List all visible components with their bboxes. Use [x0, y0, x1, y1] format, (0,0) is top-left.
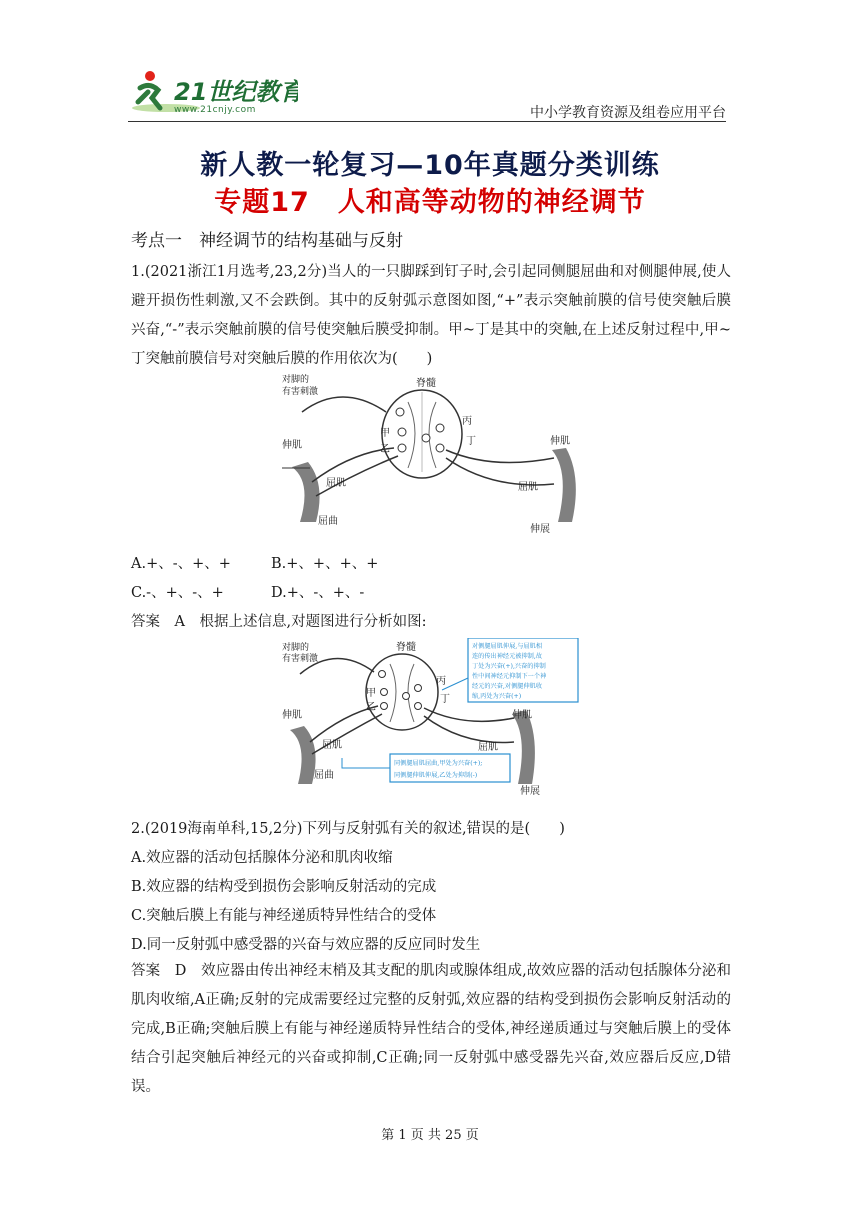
doc-subtitle: 专题17 人和高等动物的神经调节	[214, 187, 646, 218]
svg-text:21世纪教育: 21世纪教育	[174, 78, 298, 106]
analysis-label-flexor-right: 屈肌	[478, 742, 498, 753]
section-heading: 考点一 神经调节的结构基础与反射	[131, 231, 403, 251]
analysis-label-yi: 乙	[366, 702, 376, 713]
page-header	[128, 68, 726, 122]
label-extensor-left: 伸肌	[282, 440, 302, 451]
q2-option-a: A.效应器的活动包括腺体分泌和肌肉收缩	[131, 850, 393, 866]
note-right-line-6: 缩,丙处为兴奋(+)	[472, 693, 522, 700]
analysis-label-flex: 屈曲	[314, 770, 334, 781]
page-footer: 第 1 页 共 25 页	[381, 1128, 479, 1143]
analysis-label-extensor-left: 伸肌	[282, 710, 302, 721]
label-extensor-right: 伸肌	[550, 436, 570, 447]
q2-option-b: B.效应器的结构受到损伤会影响反射活动的完成	[131, 879, 437, 895]
label-jia: 甲	[380, 428, 390, 439]
q1-option-b: B.+、+、+、+	[271, 556, 379, 572]
analysis-label-extensor-right: 伸肌	[512, 710, 532, 721]
q1-stem: 1.(2021浙江1月选考,23,2分)当人的一只脚踩到钉子时,会引起同侧腿屈曲和对侧腿伸展,使人避开损伤性刺激,又不会跌倒。其中的反射弧示意图如图,“+”表示突触前膜的信号使突触后膜兴奋,“-”表示突触前膜的信号使突触后膜受抑制。甲~丁是其中的突触,在上述反射过程中,甲~丁突触前膜信号对突触后膜的作用依次为( )	[131, 264, 731, 367]
label-flexor-right: 屈肌	[518, 482, 538, 493]
label-flexor-left: 屈肌	[326, 478, 346, 489]
q1-option-d: D.+、-、+、-	[271, 585, 365, 601]
header-divider	[128, 121, 726, 122]
note-right-line-3: 丁处为兴奋(+),兴奋的抑制	[472, 663, 546, 670]
q1-answer: 答案 A 根据上述信息,对题图进行分析如图:	[131, 614, 427, 630]
q1-figure	[282, 372, 582, 540]
q2-option-d: D.同一反射弧中感受器的兴奋与效应器的反应同时发生	[131, 937, 481, 953]
platform-name: 中小学教育资源及组卷应用平台	[530, 105, 726, 121]
label-bing: 丙	[462, 416, 472, 427]
note-right-line-1: 对侧腿屈肌伸展,与屈肌相	[472, 643, 543, 650]
label-yi: 乙	[380, 444, 390, 455]
analysis-label-flexor-left: 屈肌	[322, 740, 342, 751]
q2-stem: 2.(2019海南单科,15,2分)下列与反射弧有关的叙述,错误的是( )	[131, 821, 565, 837]
analysis-label-spine: 脊髓	[396, 642, 416, 653]
label-ding: 丁	[466, 436, 476, 447]
note-right-line-4: 性中间神经元抑制下一个神	[472, 673, 547, 680]
doc-title: 新人教一轮复习—10年真题分类训练	[200, 150, 660, 181]
logo-21cnjy	[128, 68, 298, 118]
analysis-label-stimulus-1: 对脚的	[282, 643, 310, 653]
note-bottom-line-1: 同侧腿屈肌屈曲,甲处为兴奋(+);	[394, 760, 483, 767]
q1-option-a: A.+、-、+、+	[131, 556, 231, 572]
note-right-line-2: 连的传出神经元被抑制,故	[472, 653, 543, 660]
q1-option-c: C.-、+、-、+	[131, 585, 224, 601]
analysis-label-ding: 丁	[440, 694, 450, 705]
label-spine: 脊髓	[416, 378, 436, 389]
analysis-label-stimulus-2: 有害刺激	[282, 654, 319, 664]
label-stimulus-1: 对脚的	[282, 375, 310, 385]
note-bottom-line-2: 同侧腿伸肌伸展,乙处为抑制(-)	[394, 772, 478, 779]
label-stimulus-2: 有害刺激	[282, 387, 319, 397]
label-flex: 屈曲	[318, 516, 338, 527]
analysis-label-jia: 甲	[366, 688, 376, 699]
q2-answer: 答案 D 效应器由传出神经末梢及其支配的肌肉或腺体组成,故效应器的活动包括腺体分泌和肌肉收缩,A正确;反射的完成需要经过完整的反射弧,效应器的结构受到损伤会影响反射活动的完成,B正确;突触后膜上有能与神经递质特异性结合的受体,神经递质通过与突触后膜上的受体结合引起突触后神经元的兴奋或抑制,C正确;同一反射弧中感受器先兴奋,效应器后反应,D错误。	[131, 963, 731, 1095]
analysis-label-bing: 丙	[436, 676, 446, 687]
label-extend: 伸展	[530, 524, 550, 535]
logo-url: www.21cnjy.com	[174, 105, 256, 115]
q1-analysis-figure	[282, 638, 592, 798]
analysis-label-extend: 伸展	[520, 786, 540, 797]
note-right-line-5: 经元的兴奋,对侧腿伸肌收	[472, 683, 543, 690]
q2-option-c: C.突触后膜上有能与神经递质特异性结合的受体	[131, 908, 437, 924]
